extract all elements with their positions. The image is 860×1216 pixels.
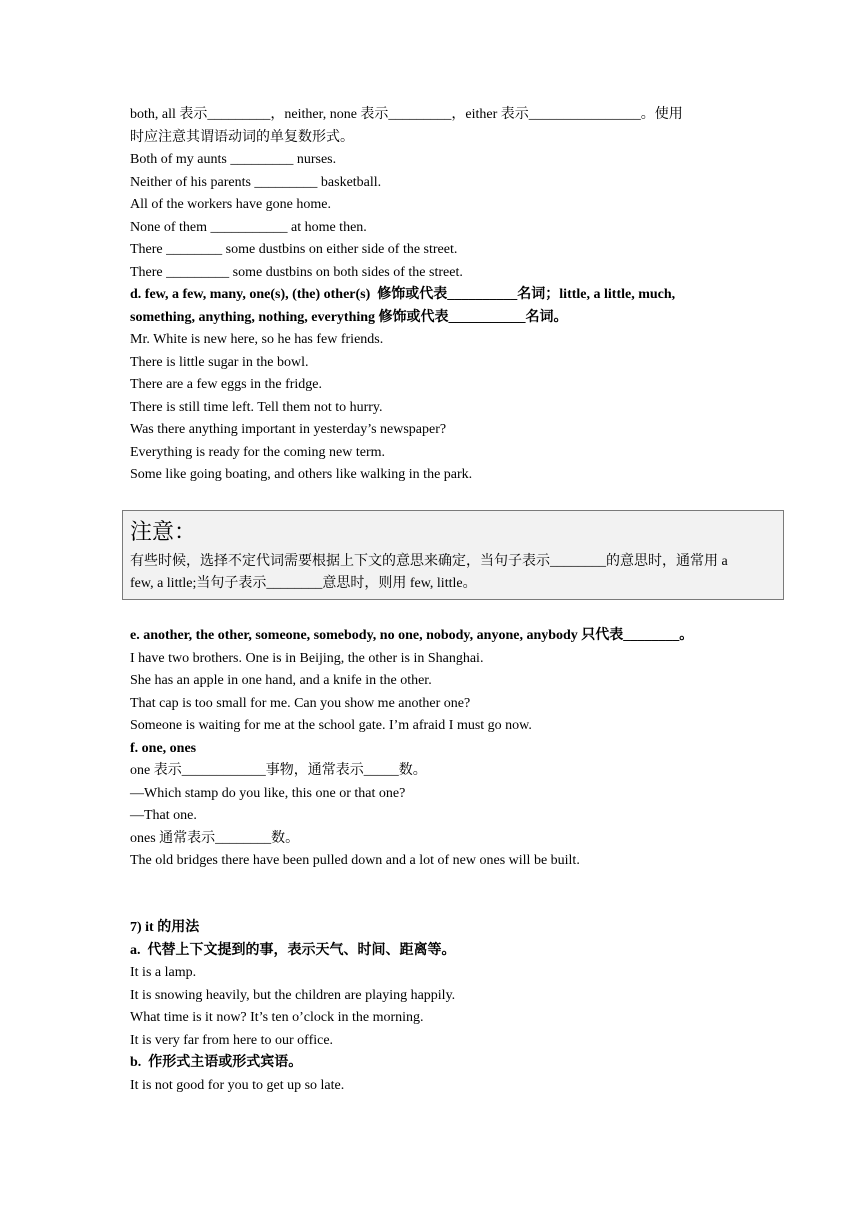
rule-heading-a: a. 代替上下文提到的事，表示天气、时间、距离等。 <box>130 942 456 958</box>
note-text: 有些时候，选择不定代词需要根据上下文的意思来确定，当句子表示________的意思时，通常用 a <box>130 554 728 569</box>
rule-heading-e: e. another, the other, someone, somebody, no one, nobody, anyone, anybody 只代表________。 <box>130 628 694 643</box>
example-sentence: The old bridges there have been pulled down and a lot of new ones will be built. <box>130 853 580 868</box>
example-sentence: It is very far from here to our office. <box>130 1032 334 1048</box>
example-sentence: There are a few eggs in the fridge. <box>130 377 323 392</box>
example-sentence: All of the workers have gone home. <box>130 197 331 212</box>
example-sentence: That cap is too small for me. Can you show me another one? <box>130 695 471 711</box>
example-sentence: It is a lamp. <box>130 965 197 980</box>
section-heading-it: 7) it 的用法 <box>130 920 200 935</box>
text-line: one 表示____________事物，通常表示_____数。 <box>130 763 427 778</box>
pronoun-another-section <box>130 625 740 873</box>
note-title: 注意： <box>130 519 197 544</box>
example-sentence: —Which stamp do you like, this one or that one? <box>130 785 406 801</box>
example-sentence: I have two brothers. One is in Beijing, the other is in Shanghai. <box>130 650 484 666</box>
example-sentence: Was there anything important in yesterday’s newspaper? <box>130 422 447 437</box>
note-box <box>122 510 784 600</box>
example-sentence: It is not good for you to get up so late. <box>130 1077 345 1093</box>
example-sentence: Someone is waiting for me at the school gate. I’m afraid I must go now. <box>130 718 532 733</box>
example-sentence: None of them ___________ at home then. <box>130 219 367 235</box>
note-text: few, a little;当句子表示________意思时，则用 few, little。 <box>130 576 477 591</box>
example-sentence: Everything is ready for the coming new term. <box>130 444 386 460</box>
example-sentence: There is little sugar in the bowl. <box>130 354 309 370</box>
example-sentence: Some like going boating, and others like walking in the park. <box>130 467 473 482</box>
pronoun-usage-section <box>130 104 740 487</box>
it-usage-section <box>130 917 740 1097</box>
example-sentence: There _________ some dustbins on both sides of the street. <box>130 264 463 280</box>
rule-heading-b: b. 作形式主语或形式宾语。 <box>130 1055 303 1070</box>
example-sentence: —That one. <box>130 808 197 823</box>
example-sentence: It is snowing heavily, but the children are playing happily. <box>130 987 456 1003</box>
text-line: 时应注意其谓语动词的单复数形式。 <box>130 129 354 145</box>
example-sentence: There ________ some dustbins on either side of the street. <box>130 242 458 257</box>
rule-heading-f: f. one, ones <box>130 740 197 756</box>
text-line: ones 通常表示________数。 <box>130 830 300 846</box>
example-sentence: Both of my aunts _________ nurses. <box>130 152 337 167</box>
text-line: both, all 表示_________，neither, none 表示_________，either 表示________________。使用 <box>130 107 683 122</box>
example-sentence: Mr. White is new here, so he has few friends. <box>130 332 384 347</box>
example-sentence: She has an apple in one hand, and a knife in the other. <box>130 673 432 688</box>
rule-heading-d-cont: something, anything, nothing, everything 修饰或代表___________名词。 <box>130 309 568 325</box>
example-sentence: What time is it now? It’s ten o’clock in the morning. <box>130 1010 424 1025</box>
rule-heading-d: d. few, a few, many, one(s), (the) other(s) 修饰或代表__________名词；little, a little, much, <box>130 287 676 302</box>
example-sentence: Neither of his parents _________ basketball. <box>130 174 382 190</box>
example-sentence: There is still time left. Tell them not to hurry. <box>130 399 383 415</box>
